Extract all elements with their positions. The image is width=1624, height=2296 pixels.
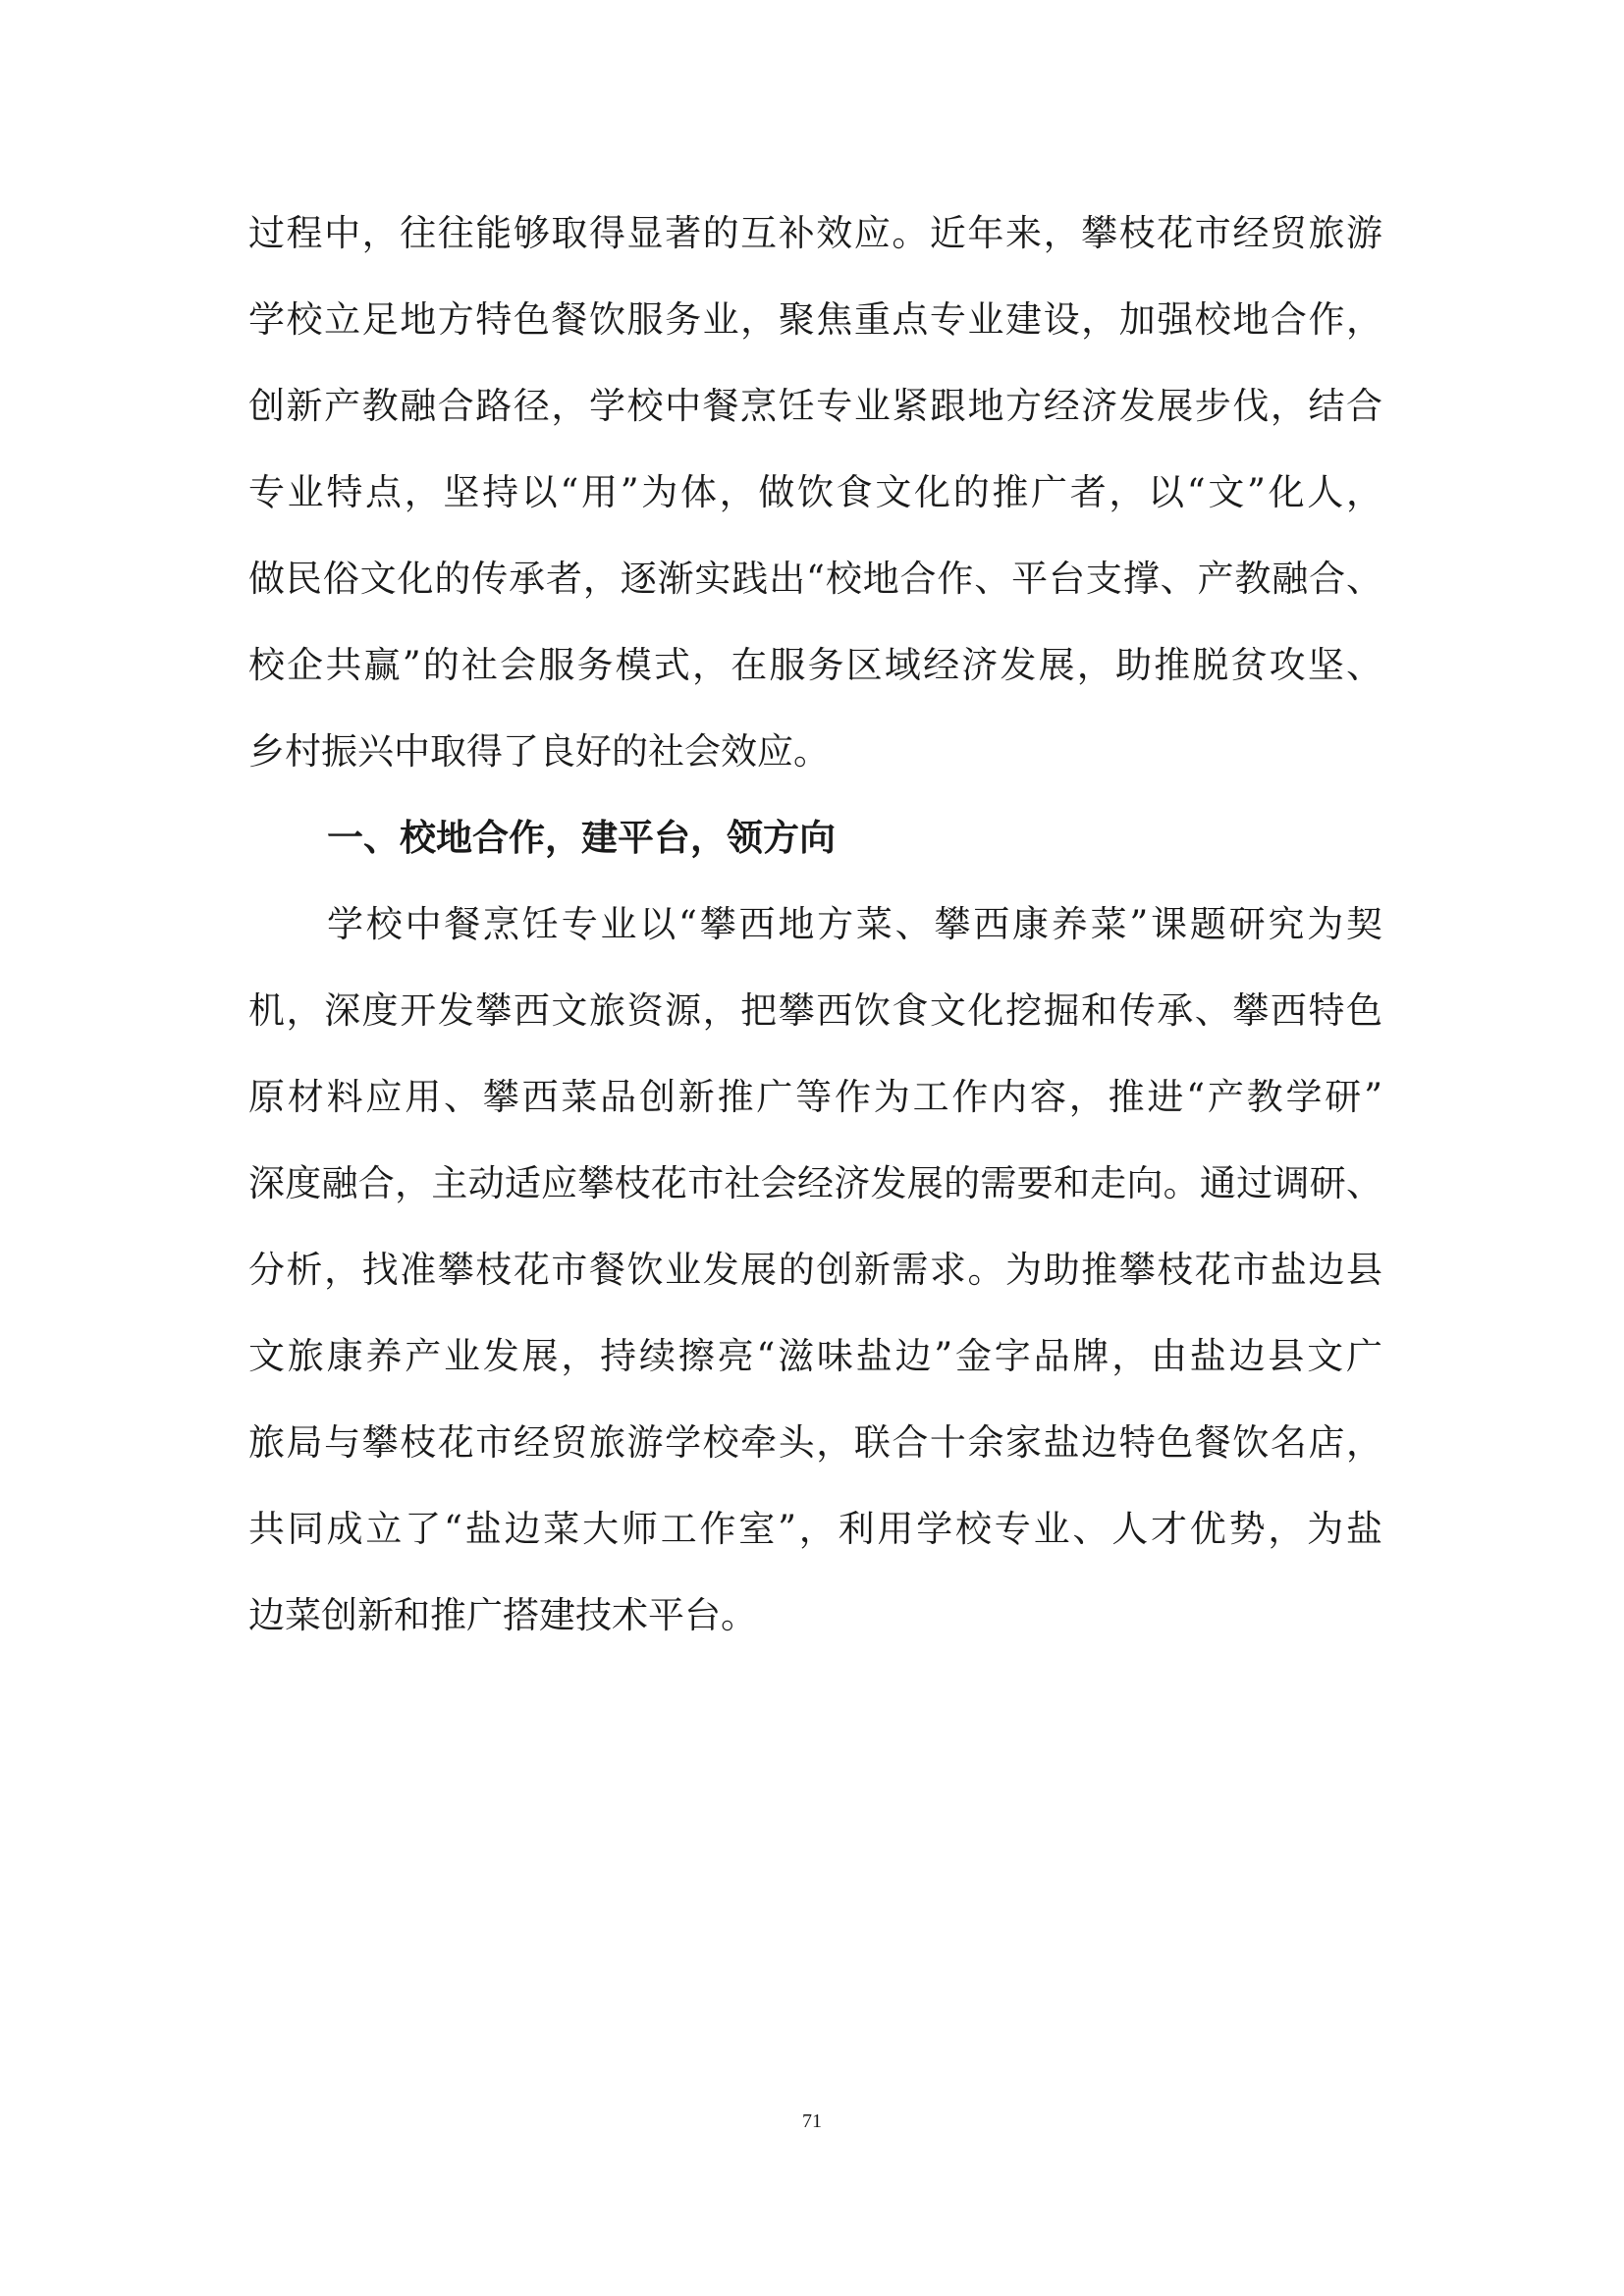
text-line: 做民俗文化的传承者，逐渐实践出“校地合作、平台支撑、产教融合、 <box>248 558 1382 600</box>
text-line: 机，深度开发攀西文旅资源，把攀西饮食文化挖掘和传承、攀西特色 <box>248 989 1382 1032</box>
text-line: 文旅康养产业发展，持续擦亮“滋味盐边”金字品牌，由盐边县文广 <box>248 1335 1382 1377</box>
text-line: 学校中餐烹饪专业以“攀西地方菜、攀西康养菜”课题研究为契 <box>327 903 1382 945</box>
text-line: 分析，找准攀枝花市餐饮业发展的创新需求。为助推攀枝花市盐边县 <box>248 1249 1382 1291</box>
text-line: 学校立足地方特色餐饮服务业，聚焦重点专业建设，加强校地合作， <box>248 298 1382 341</box>
text-line: 校企共赢”的社会服务模式，在服务区域经济发展，助推脱贫攻坚、 <box>248 644 1382 686</box>
text-line: 深度融合，主动适应攀枝花市社会经济发展的需要和走向。通过调研、 <box>248 1162 1382 1204</box>
text-line: 共同成立了“盐边菜大师工作室”，利用学校专业、人才优势，为盐 <box>248 1508 1382 1550</box>
text-line: 创新产教融合路径，学校中餐烹饪专业紧跟地方经济发展步伐，结合 <box>248 385 1382 427</box>
text-line: 原材料应用、攀西菜品创新推广等作为工作内容，推进“产教学研” <box>248 1076 1382 1118</box>
text-line: 旅局与攀枝花市经贸旅游学校牵头，联合十余家盐边特色餐饮名店， <box>248 1421 1382 1464</box>
section-heading: 一、校地合作，建平台，领方向 <box>327 817 836 859</box>
text-line: 乡村振兴中取得了良好的社会效应。 <box>248 730 830 773</box>
page-number: 71 <box>802 2110 822 2132</box>
text-line: 专业特点，坚持以“用”为体，做饮食文化的推广者，以“文”化人， <box>248 471 1382 513</box>
text-line: 过程中，往往能够取得显著的互补效应。近年来，攀枝花市经贸旅游 <box>248 212 1382 254</box>
text-line: 边菜创新和推广搭建技术平台。 <box>248 1594 757 1636</box>
